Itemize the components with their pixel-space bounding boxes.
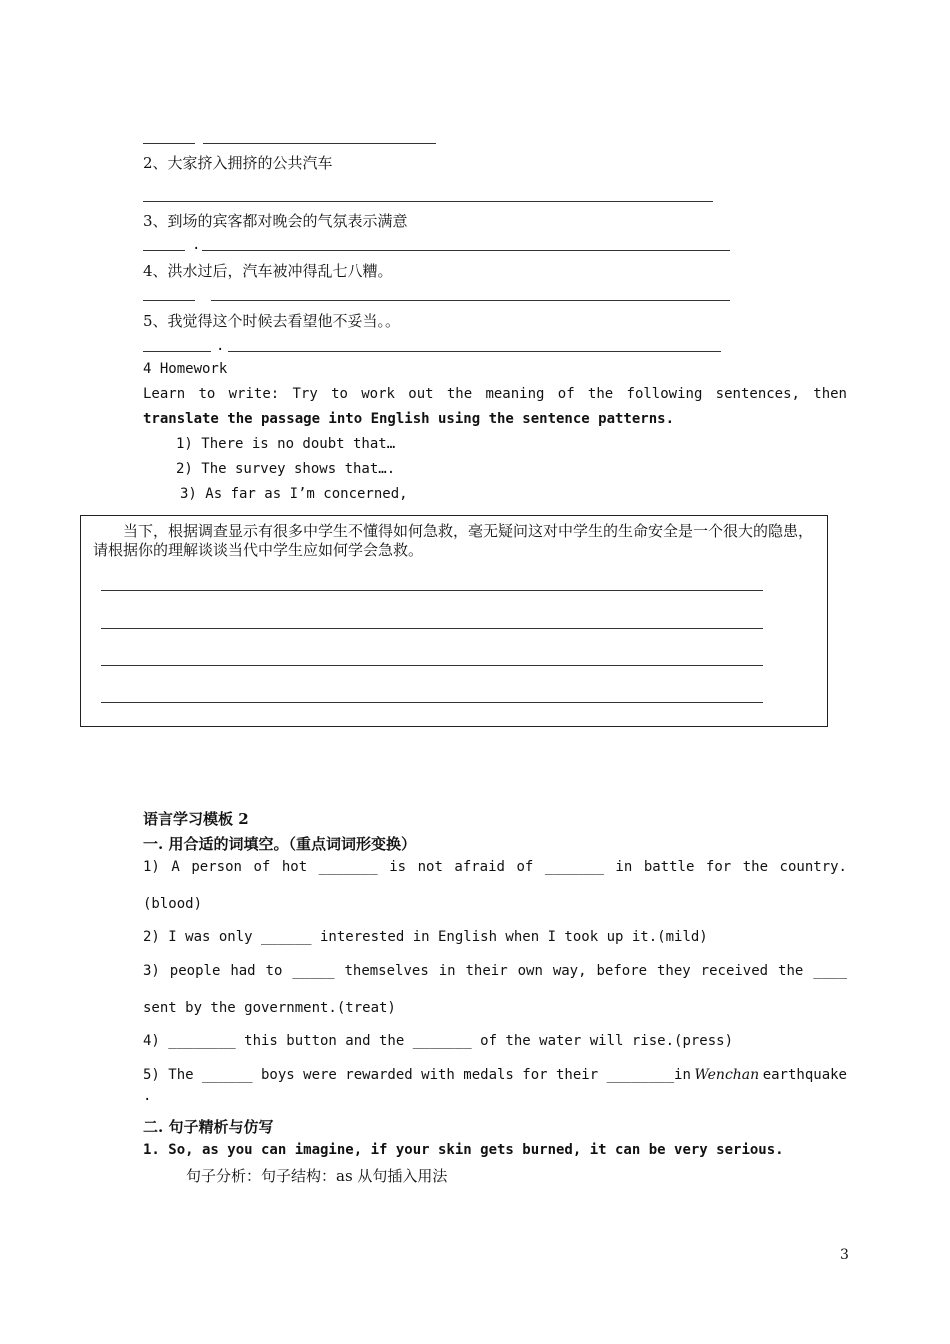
- translation-item-3: 3、到场的宾客都对晚会的气氛表示满意: [143, 212, 408, 230]
- homework-instruction-cont: translate the passage into English using the sentence patterns.: [143, 411, 675, 427]
- homework-heading: 4 Homework: [143, 361, 228, 377]
- exercise-item-5-text: 5) The ______ boys were rewarded with medals for their ________in: [143, 1067, 691, 1083]
- page-number: 3: [840, 1247, 849, 1263]
- exercise-item-5-cont: .: [143, 1088, 152, 1104]
- sentence-analysis: 句子分析：句子结构：as 从句插入用法: [186, 1167, 448, 1185]
- section-title: 语言学习模板 2: [143, 810, 249, 828]
- answer-line: [143, 250, 185, 251]
- answer-line: [143, 351, 211, 352]
- answer-line: [211, 300, 730, 301]
- exercise-item-3-cont: sent by the government.(treat): [143, 1000, 396, 1016]
- translation-item-4: 4、洪水过后，汽车被冲得乱七八糟。: [143, 262, 393, 280]
- writing-line[interactable]: [101, 628, 763, 629]
- essay-box: [80, 515, 828, 727]
- exercise-item-5-italic: Wenchan: [694, 1067, 760, 1083]
- answer-dot: .: [192, 237, 201, 253]
- exercise-item-5-text-end: earthquake: [762, 1067, 847, 1083]
- answer-line: [228, 351, 721, 352]
- answer-dot: .: [216, 338, 225, 354]
- writing-line[interactable]: [101, 665, 763, 666]
- writing-line[interactable]: [101, 702, 763, 703]
- homework-instruction: Learn to write: Try to work out the meaning of the following sentences, then: [143, 386, 847, 402]
- answer-line: [143, 143, 195, 144]
- exercise-item-5: [143, 1067, 847, 1083]
- answer-line: [143, 300, 195, 301]
- exercise-item-2: 2) I was only ______ interested in English when I took up it.(mild): [143, 929, 708, 945]
- exercise-item-3: 3) people had to _____ themselves in their own way, before they received the ____: [143, 963, 847, 979]
- sentence-pattern-2: 2) The survey shows that….: [176, 461, 396, 477]
- sentence-pattern-3: 3) As far as I’m concerned,: [180, 486, 408, 502]
- exercise-item-1-cont: (blood): [143, 896, 203, 912]
- answer-line: [202, 250, 730, 251]
- answer-line: [143, 201, 713, 202]
- exercise-item-4: 4) ________ this button and the _______ of the water will rise.(press): [143, 1033, 734, 1049]
- section-2-heading: 二. 句子精析与仿写: [143, 1118, 274, 1136]
- writing-line[interactable]: [101, 590, 763, 591]
- answer-line: [203, 143, 436, 144]
- translation-item-2: 2、大家挤入拥挤的公共汽车: [143, 154, 333, 172]
- translation-item-5: 5、我觉得这个时候去看望他不妥当。。: [143, 312, 401, 330]
- exercise-item-1: 1) A person of hot _______ is not afraid of _______ in battle for the country.: [143, 859, 847, 875]
- section-1-heading: 一. 用合适的词填空。（重点词词形变换）: [143, 835, 416, 853]
- sentence-pattern-1: 1) There is no doubt that…: [176, 436, 396, 452]
- analysis-sentence-1: 1. So, as you can imagine, if your skin gets burned, it can be very serious.: [143, 1142, 784, 1158]
- essay-prompt: 当下，根据调查显示有很多中学生不懂得如何急救，毫无疑问这对中学生的生命安全是一个很大的隐患，请根据你的理解谈谈当代中学生应如何学会急救。: [93, 522, 814, 559]
